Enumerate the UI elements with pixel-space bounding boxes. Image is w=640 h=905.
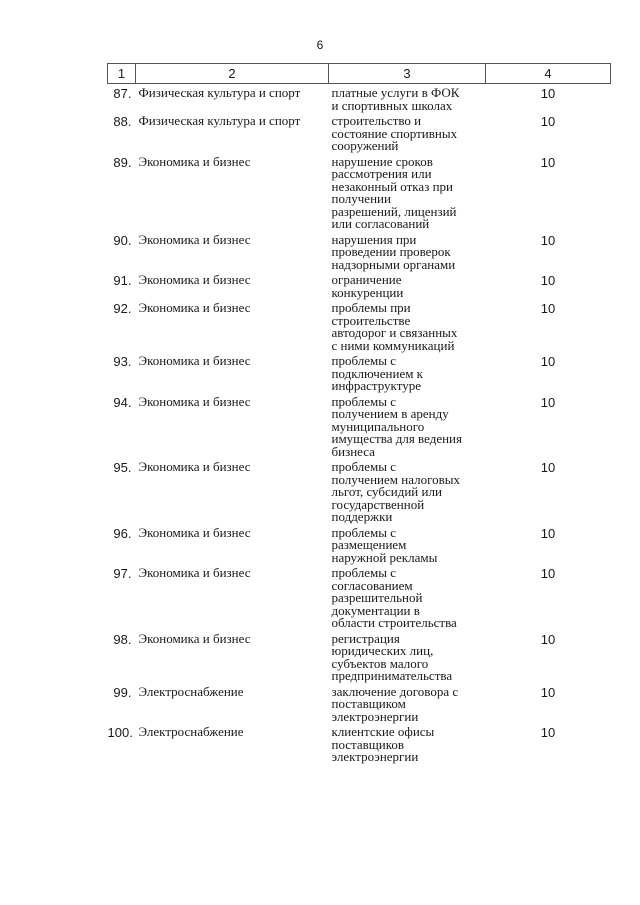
description-line: поддержки [331, 509, 393, 524]
table-row [108, 112, 611, 153]
description-line: субъектов малого [331, 655, 429, 671]
table-row [108, 683, 611, 724]
description-line: клиентские офисы [331, 724, 435, 739]
row-number: 88. [113, 114, 132, 129]
row-category: Экономика и бизнес [138, 300, 251, 315]
description-line: получением налоговых [331, 471, 460, 487]
row-category: Экономика и бизнес [138, 565, 251, 580]
row-description [329, 112, 486, 153]
row-value: 10 [540, 725, 556, 740]
row-description [329, 352, 486, 393]
row-value: 10 [540, 114, 556, 129]
page-number: 6 [316, 38, 324, 52]
row-category: Экономика и бизнес [138, 630, 251, 646]
table-row [108, 630, 611, 683]
table-row [108, 393, 611, 459]
row-category: Экономика и бизнес [138, 231, 251, 247]
row-value: 10 [540, 525, 556, 541]
row-category: Физическая культура и спорт [138, 85, 301, 100]
row-number: 99. [113, 684, 132, 700]
row-category: Электроснабжение [138, 683, 244, 699]
table-row [108, 153, 611, 231]
description-line: документации в [331, 602, 420, 618]
row-number: 96. [113, 525, 132, 541]
description-line: проблемы с [331, 459, 396, 474]
description-line: с ними коммуникаций [331, 337, 455, 353]
row-value: 10 [540, 460, 556, 475]
description-line: конкуренции [331, 284, 404, 300]
description-line: платные услуги в ФОК [331, 85, 460, 100]
row-number: 94. [113, 394, 132, 410]
description-line: проблемы с [331, 353, 396, 368]
description-line: поставщиком [331, 696, 406, 711]
description-line: ограничение [331, 272, 402, 287]
description-line: бизнеса [331, 443, 375, 459]
row-value: 10 [540, 684, 556, 700]
description-line: рассмотрения или [331, 166, 432, 181]
description-line: проблемы с [331, 565, 396, 580]
row-value: 10 [540, 301, 556, 316]
description-line: нарушения при [331, 231, 417, 247]
description-line: подключением к [331, 365, 424, 381]
topics-table [107, 63, 611, 764]
description-line: получении [331, 191, 391, 206]
row-value: 10 [540, 273, 556, 288]
table-row [108, 524, 611, 565]
description-line: проблемы с [331, 524, 396, 540]
description-line: строительство и [331, 113, 422, 128]
row-value: 10 [540, 566, 556, 581]
row-description [329, 153, 486, 231]
description-line: сооружений [331, 138, 399, 153]
row-category: Экономика и бизнес [138, 153, 251, 169]
column-header-number: 1 [108, 64, 136, 84]
description-line: наружной рекламы [331, 549, 438, 565]
row-number: 95. [113, 460, 132, 475]
row-description [329, 630, 486, 683]
row-number: 90. [113, 232, 132, 248]
description-line: муниципального [331, 418, 425, 434]
table-row [108, 352, 611, 393]
table-row [108, 564, 611, 630]
description-line: предпринимательства [331, 668, 453, 683]
description-line: юридических лиц, [331, 643, 434, 658]
row-description [329, 231, 486, 272]
row-value: 10 [540, 394, 556, 410]
description-line: проблемы при [331, 300, 411, 315]
description-line: автодорог и связанных [331, 325, 458, 340]
row-number: 93. [113, 354, 132, 369]
description-line: области строительства [331, 615, 457, 630]
row-category: Физическая культура и спорт [138, 113, 301, 128]
row-value: 10 [540, 154, 556, 170]
description-line: получением в аренду [331, 406, 449, 421]
row-value: 10 [540, 232, 556, 248]
description-line: размещением [331, 537, 407, 552]
row-number: 89. [113, 154, 132, 170]
row-description [329, 299, 486, 352]
description-line: разрешительной [331, 590, 423, 605]
column-header-description: 3 [329, 64, 486, 84]
description-line: согласованием [331, 577, 413, 593]
row-category: Экономика и бизнес [138, 524, 251, 540]
row-description [329, 524, 486, 565]
description-line: незаконный отказ при [331, 178, 454, 194]
description-line: государственной [331, 496, 425, 512]
description-line: разрешений, лицензий [331, 203, 457, 219]
table-row [108, 723, 611, 764]
row-number: 97. [113, 566, 132, 581]
row-category: Электроснабжение [138, 724, 244, 739]
description-line: строительстве [331, 312, 411, 328]
description-line: надзорными органами [331, 256, 456, 272]
row-description [329, 683, 486, 724]
row-category: Экономика и бизнес [138, 272, 251, 287]
row-description [329, 84, 486, 113]
table-row [108, 458, 611, 524]
table-row [108, 84, 611, 113]
row-number: 87. [113, 86, 132, 101]
row-number: 92. [113, 301, 132, 316]
row-description [329, 271, 486, 299]
row-category: Экономика и бизнес [138, 393, 251, 409]
row-value: 10 [540, 86, 556, 101]
row-value: 10 [540, 631, 556, 647]
table-header-row [108, 64, 611, 84]
row-number: 91. [113, 273, 132, 288]
table-row [108, 299, 611, 352]
table-body [108, 84, 611, 764]
description-line: электроэнергии [331, 708, 419, 724]
description-line: льгот, субсидий или [331, 484, 442, 499]
description-line: инфраструктуре [331, 378, 421, 393]
description-line: поставщиков [331, 736, 405, 752]
description-line: нарушение сроков [331, 153, 433, 169]
row-description [329, 564, 486, 630]
column-header-category: 2 [136, 64, 329, 84]
row-description [329, 458, 486, 524]
row-description [329, 723, 486, 764]
row-number: 98. [113, 631, 132, 647]
description-line: и спортивных школах [331, 97, 453, 113]
row-category: Экономика и бизнес [138, 459, 251, 474]
description-line: проведении проверок [331, 244, 451, 259]
description-line: или согласований [331, 216, 430, 231]
column-header-value: 4 [486, 64, 611, 84]
table-row [108, 271, 611, 299]
row-value: 10 [540, 354, 556, 369]
description-line: проблемы с [331, 393, 396, 409]
row-number: 100. [107, 725, 133, 740]
description-line: электроэнергии [331, 749, 419, 764]
description-line: состояние спортивных [331, 125, 458, 141]
description-line: заключение договора с [331, 683, 459, 699]
row-description [329, 393, 486, 459]
table-row [108, 231, 611, 272]
description-line: регистрация [331, 630, 400, 646]
row-category: Экономика и бизнес [138, 353, 251, 368]
description-line: имущества для ведения [331, 431, 462, 446]
